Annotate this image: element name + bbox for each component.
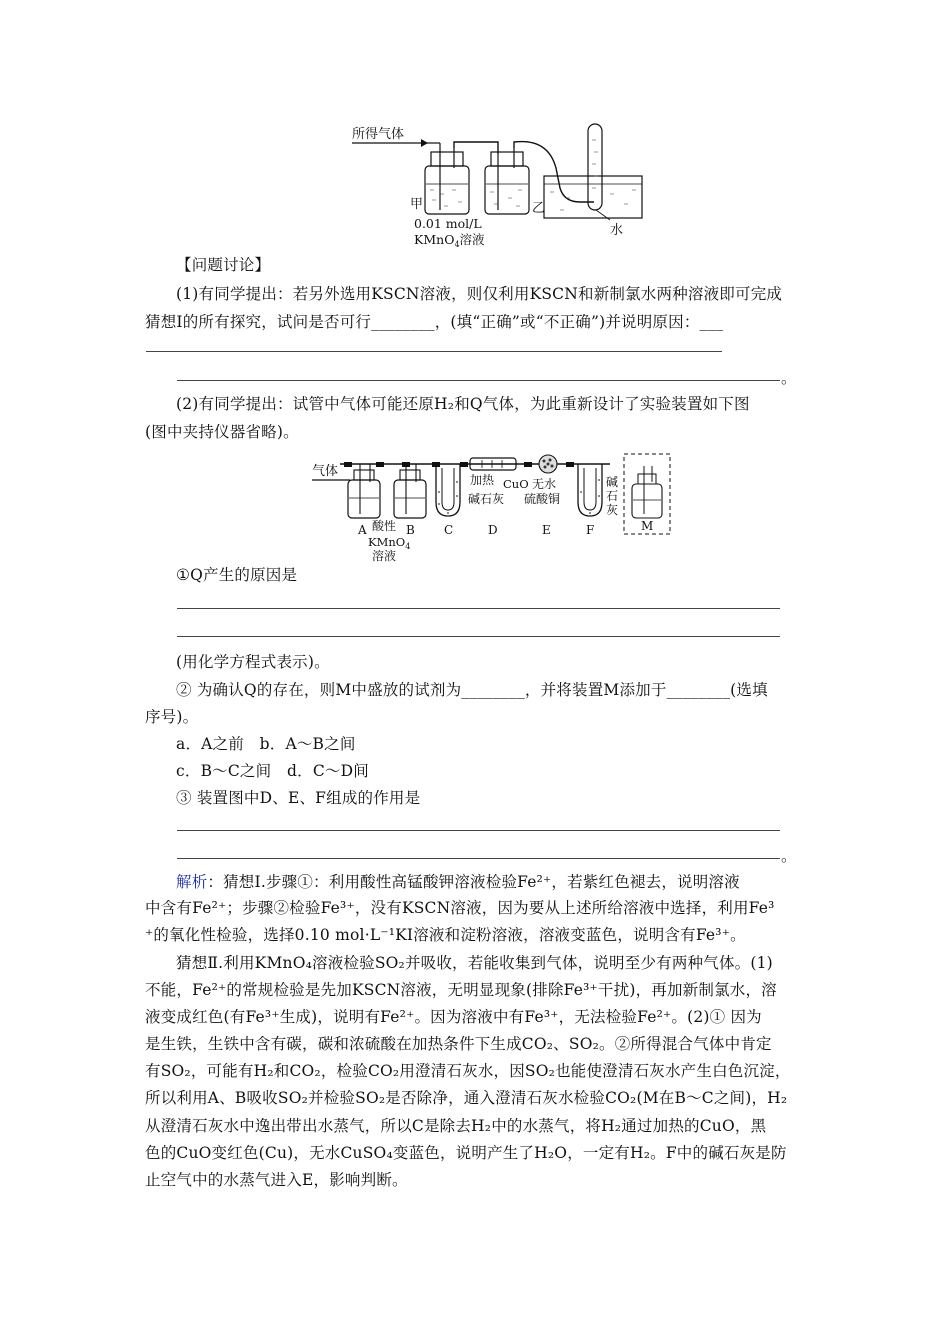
analysis-line-1-text: ：猜想Ⅰ.步骤①：利用酸性高锰酸钾溶液检验Fe²⁺，若紫红色褪去，说明溶液 xyxy=(207,873,740,891)
figure2-solution-label: 溶液 xyxy=(372,549,397,563)
analysis-line-11: 色的CuO变红色(Cu)，无水CuSO₄变蓝色，说明产生了H₂O，一定有H₂。F中的碱石灰是防 xyxy=(145,1144,787,1162)
sub3-answer-blank-1[interactable] xyxy=(177,830,780,831)
analysis-line-12: 止空气中的水蒸气进入E，影响判断。 xyxy=(145,1171,408,1189)
figure1-water-label: 水 xyxy=(610,223,624,238)
figure1-jia-label: 甲 xyxy=(410,197,424,212)
apparatus-figure-1 xyxy=(348,118,658,250)
q1-line-2: 猜想Ⅰ的所有探究，试问是否可行________，(填“正确”或“不正确”)并说明原因：___ xyxy=(145,313,724,331)
figure2-label-d: D xyxy=(488,523,498,537)
analysis-label: 解析 xyxy=(176,873,208,891)
sub2-line-1: ② 为确认Q的存在，则M中盛放的试剂为________，并将装置M添加于________(选填 xyxy=(176,681,768,699)
analysis-line-9: 所以利用A、B吸收SO₂并检验SO₂是否除净，通入澄清石灰水检验CO₂(M在B～C之间)，H₂ xyxy=(145,1089,788,1107)
q1-answer-blank-2[interactable] xyxy=(177,380,780,381)
figure2-label-b: B xyxy=(406,523,415,537)
analysis-line-10: 从澄清石灰水中逸出带出水蒸气，所以C是除去H₂中的水蒸气，将H₂通过加热的CuO，黑 xyxy=(145,1117,767,1135)
analysis-line-3: ⁺的氧化性检验，选择0.10 mol·L⁻¹KI溶液和淀粉溶液，溶液变蓝色，说明含有Fe³⁺。 xyxy=(145,926,746,944)
figure2-kmno4-label: KMnO xyxy=(368,535,406,549)
analysis-line-8: 有SO₂，可能有H₂和CO₂，检验CO₂用澄清石灰水，因SO₂也能使澄清石灰水产生白色沉淀， xyxy=(145,1062,791,1080)
sub2-options-cd: c．B～C之间 d．C～D间 xyxy=(176,762,369,780)
figure2-acidic-label: 酸性 xyxy=(372,519,397,533)
figure2-kmno4-sub: 4 xyxy=(405,542,411,551)
figure1-kmno4-sub: 4 xyxy=(454,240,460,249)
q1-answer-blank-1[interactable] xyxy=(146,351,722,352)
sub3-answer-blank-2[interactable] xyxy=(177,858,780,859)
figure2-soda-lime-f2: 石 xyxy=(606,489,619,503)
figure2-soda-lime-f3: 灰 xyxy=(606,503,619,517)
figure2-anhydrous-label: 无水 xyxy=(532,477,557,491)
q1-line-1: (1)有同学提出：若另外选用KSCN溶液，则仅利用KSCN和新制氯水两种溶液即可完成 xyxy=(176,285,783,303)
sub2-options-ab: a．A之前 b．A～B之间 xyxy=(176,735,356,753)
q1-end-mark: 。 xyxy=(781,369,797,387)
analysis-line-5: 不能，Fe²⁺的常规检验是先加KSCN溶液，无明显现象(排除Fe³⁺干扰)，再加新制氯水，溶 xyxy=(145,981,777,999)
sub3-text: ③ 装置图中D、E、F组成的作用是 xyxy=(176,789,421,807)
figure1-solution-label: 溶液 xyxy=(459,232,485,247)
sub1-answer-blank-1[interactable] xyxy=(177,608,780,609)
figure2-label-m: M xyxy=(641,519,654,533)
sub1-text: ①Q产生的原因是 xyxy=(176,566,298,584)
figure2-heat-label: 加热 xyxy=(470,473,495,487)
figure2-soda-lime-f1: 碱 xyxy=(606,475,619,489)
figure2-label-f: F xyxy=(586,523,595,537)
analysis-line-2: 中含有Fe²⁺；步骤②检验Fe³⁺，没有KSCN溶液，因为要从上述所给溶液中选择，利用Fe³ xyxy=(145,899,775,917)
figure2-label-e: E xyxy=(542,523,551,537)
analysis-line-6: 液变成红色(有Fe³⁺生成)，说明有Fe²⁺。因为溶液中有Fe³⁺，无法检验Fe²⁺。(2)① 因为 xyxy=(145,1008,762,1026)
sub2-line-2: 序号)。 xyxy=(145,708,199,726)
figure2-soda-lime-label: 碱石灰 xyxy=(468,492,505,506)
figure2-cuo-label: CuO xyxy=(503,477,529,491)
figure1-conc-label: 0.01 mol/L xyxy=(414,216,482,231)
figure1-yi-label: 乙 xyxy=(532,201,546,216)
sub1-note: (用化学方程式表示)。 xyxy=(176,653,330,671)
figure1-kmno4-label: KMnO xyxy=(414,232,455,247)
figure2-label-a: A xyxy=(358,523,367,537)
sub3-end-mark: 。 xyxy=(781,847,797,865)
discussion-heading: 【问题讨论】 xyxy=(176,256,271,274)
figure2-label-c: C xyxy=(444,523,454,537)
figure1-gas-label: 所得气体 xyxy=(352,127,405,142)
q2-line-2: (图中夹持仪器省略)。 xyxy=(145,423,299,441)
q2-line-1: (2)有同学提出：试管中气体可能还原H₂和Q气体，为此重新设计了实验装置如下图 xyxy=(176,395,750,413)
svg-text:KMnO4溶液 xyxy=(414,232,485,249)
apparatus-figure-2 xyxy=(310,452,680,566)
figure2-gas-label: 气体 xyxy=(312,464,339,479)
analysis-line-1 xyxy=(176,871,740,893)
figure2-cuso4-label: 硫酸铜 xyxy=(524,492,561,506)
sub1-answer-blank-2[interactable] xyxy=(177,636,780,637)
analysis-line-7: 是生铁，生铁中含有碳，碳和浓硫酸在加热条件下生成CO₂、SO₂。②所得混合气体中肯定 xyxy=(145,1035,772,1053)
analysis-line-4: 猜想Ⅱ.利用KMnO₄溶液检验SO₂并吸收，若能收集到气体，说明至少有两种气体。(1) xyxy=(176,954,773,972)
